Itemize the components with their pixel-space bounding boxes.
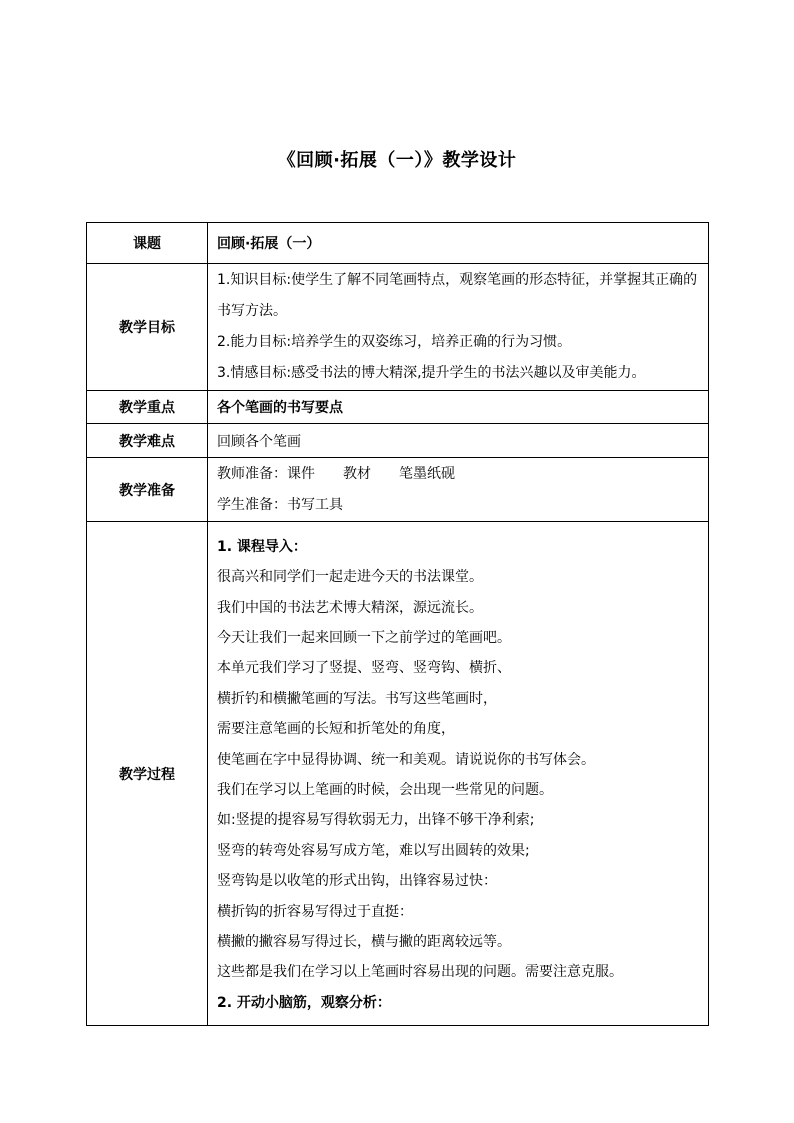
goal-item-emotion: 3.情感目标:感受书法的博大精深,提升学生的书法兴趣以及审美能力。	[217, 365, 646, 381]
process-line: 需要注意笔画的长短和折笔处的角度，	[217, 721, 455, 738]
process-line: 这些都是我们在学习以上笔画时容易出现的问题。需要注意克服。	[217, 964, 623, 981]
process-line: 如:竖提的提容易写得软弱无力，出锋不够干净利索;	[217, 812, 535, 829]
process-content	[208, 522, 709, 1026]
process-label: 教学过程	[87, 522, 208, 1026]
preparation-label: 教学准备	[87, 458, 208, 522]
process-line: 横折钩的折容易写得过于直挺：	[217, 903, 413, 920]
process-line: 很高兴和同学们一起走进今天的书法课堂。	[217, 569, 483, 586]
table-row-goals	[87, 264, 709, 391]
goal-item-ability: 2.能力目标:培养学生的双姿练习，培养正确的行为习惯。	[217, 334, 572, 350]
process-line: 竖弯的转弯处容易写成方笔，难以写出圆转的效果;	[217, 842, 530, 859]
table-row-difficulty	[87, 424, 709, 458]
process-line: 我们在学习以上笔画的时候，会出现一些常见的问题。	[217, 782, 553, 798]
process-heading-intro: 1. 课程导入：	[217, 538, 307, 555]
table-row-process	[87, 522, 709, 1026]
table-row-preparation	[87, 458, 709, 522]
process-line: 横折钓和横撇笔画的写法。书写这些笔画时，	[217, 690, 497, 707]
focus-value: 各个笔画的书写要点	[208, 391, 709, 424]
difficulty-value: 回顾各个笔画	[208, 424, 709, 458]
difficulty-label: 教学难点	[87, 424, 208, 458]
table-row-focus	[87, 391, 709, 424]
process-line: 使笔画在字中显得协调、统一和美观。请说说你的书写体会。	[217, 751, 595, 768]
teacher-preparation: 教师准备：课件 教材 笔墨纸砚	[217, 465, 455, 482]
process-line: 横撇的撇容易写得过长，横与撇的距离较远等。	[217, 934, 511, 951]
goals-content	[208, 264, 709, 391]
goal-item-knowledge: 1.知识目标:使学生了解不同笔画特点，观察笔画的形态特征，并掌握其正确的书写方法。	[217, 272, 698, 319]
lesson-plan-table	[86, 222, 709, 1026]
table-row-topic	[87, 223, 709, 264]
preparation-content	[208, 458, 709, 522]
process-line: 竖弯钩是以收笔的形式出钩，出锋容易过快：	[217, 873, 497, 890]
process-heading-observe: 2. 开动小脑筋，观察分析：	[217, 994, 391, 1011]
page-title: 《回顾·拓展（一）》教学设计	[277, 150, 517, 171]
topic-label: 课题	[87, 223, 208, 264]
process-line: 今天让我们一起来回顾一下之前学过的笔画吧。	[217, 629, 511, 646]
topic-value: 回顾·拓展（一）	[208, 223, 709, 264]
process-line: 我们中国的书法艺术博大精深，源远流长。	[217, 599, 483, 616]
student-preparation: 学生准备：书写工具	[217, 496, 343, 513]
focus-label: 教学重点	[87, 391, 208, 424]
process-line: 本单元我们学习了竖提、竖弯、竖弯钩、横折、	[217, 660, 511, 677]
goals-label: 教学目标	[87, 264, 208, 391]
